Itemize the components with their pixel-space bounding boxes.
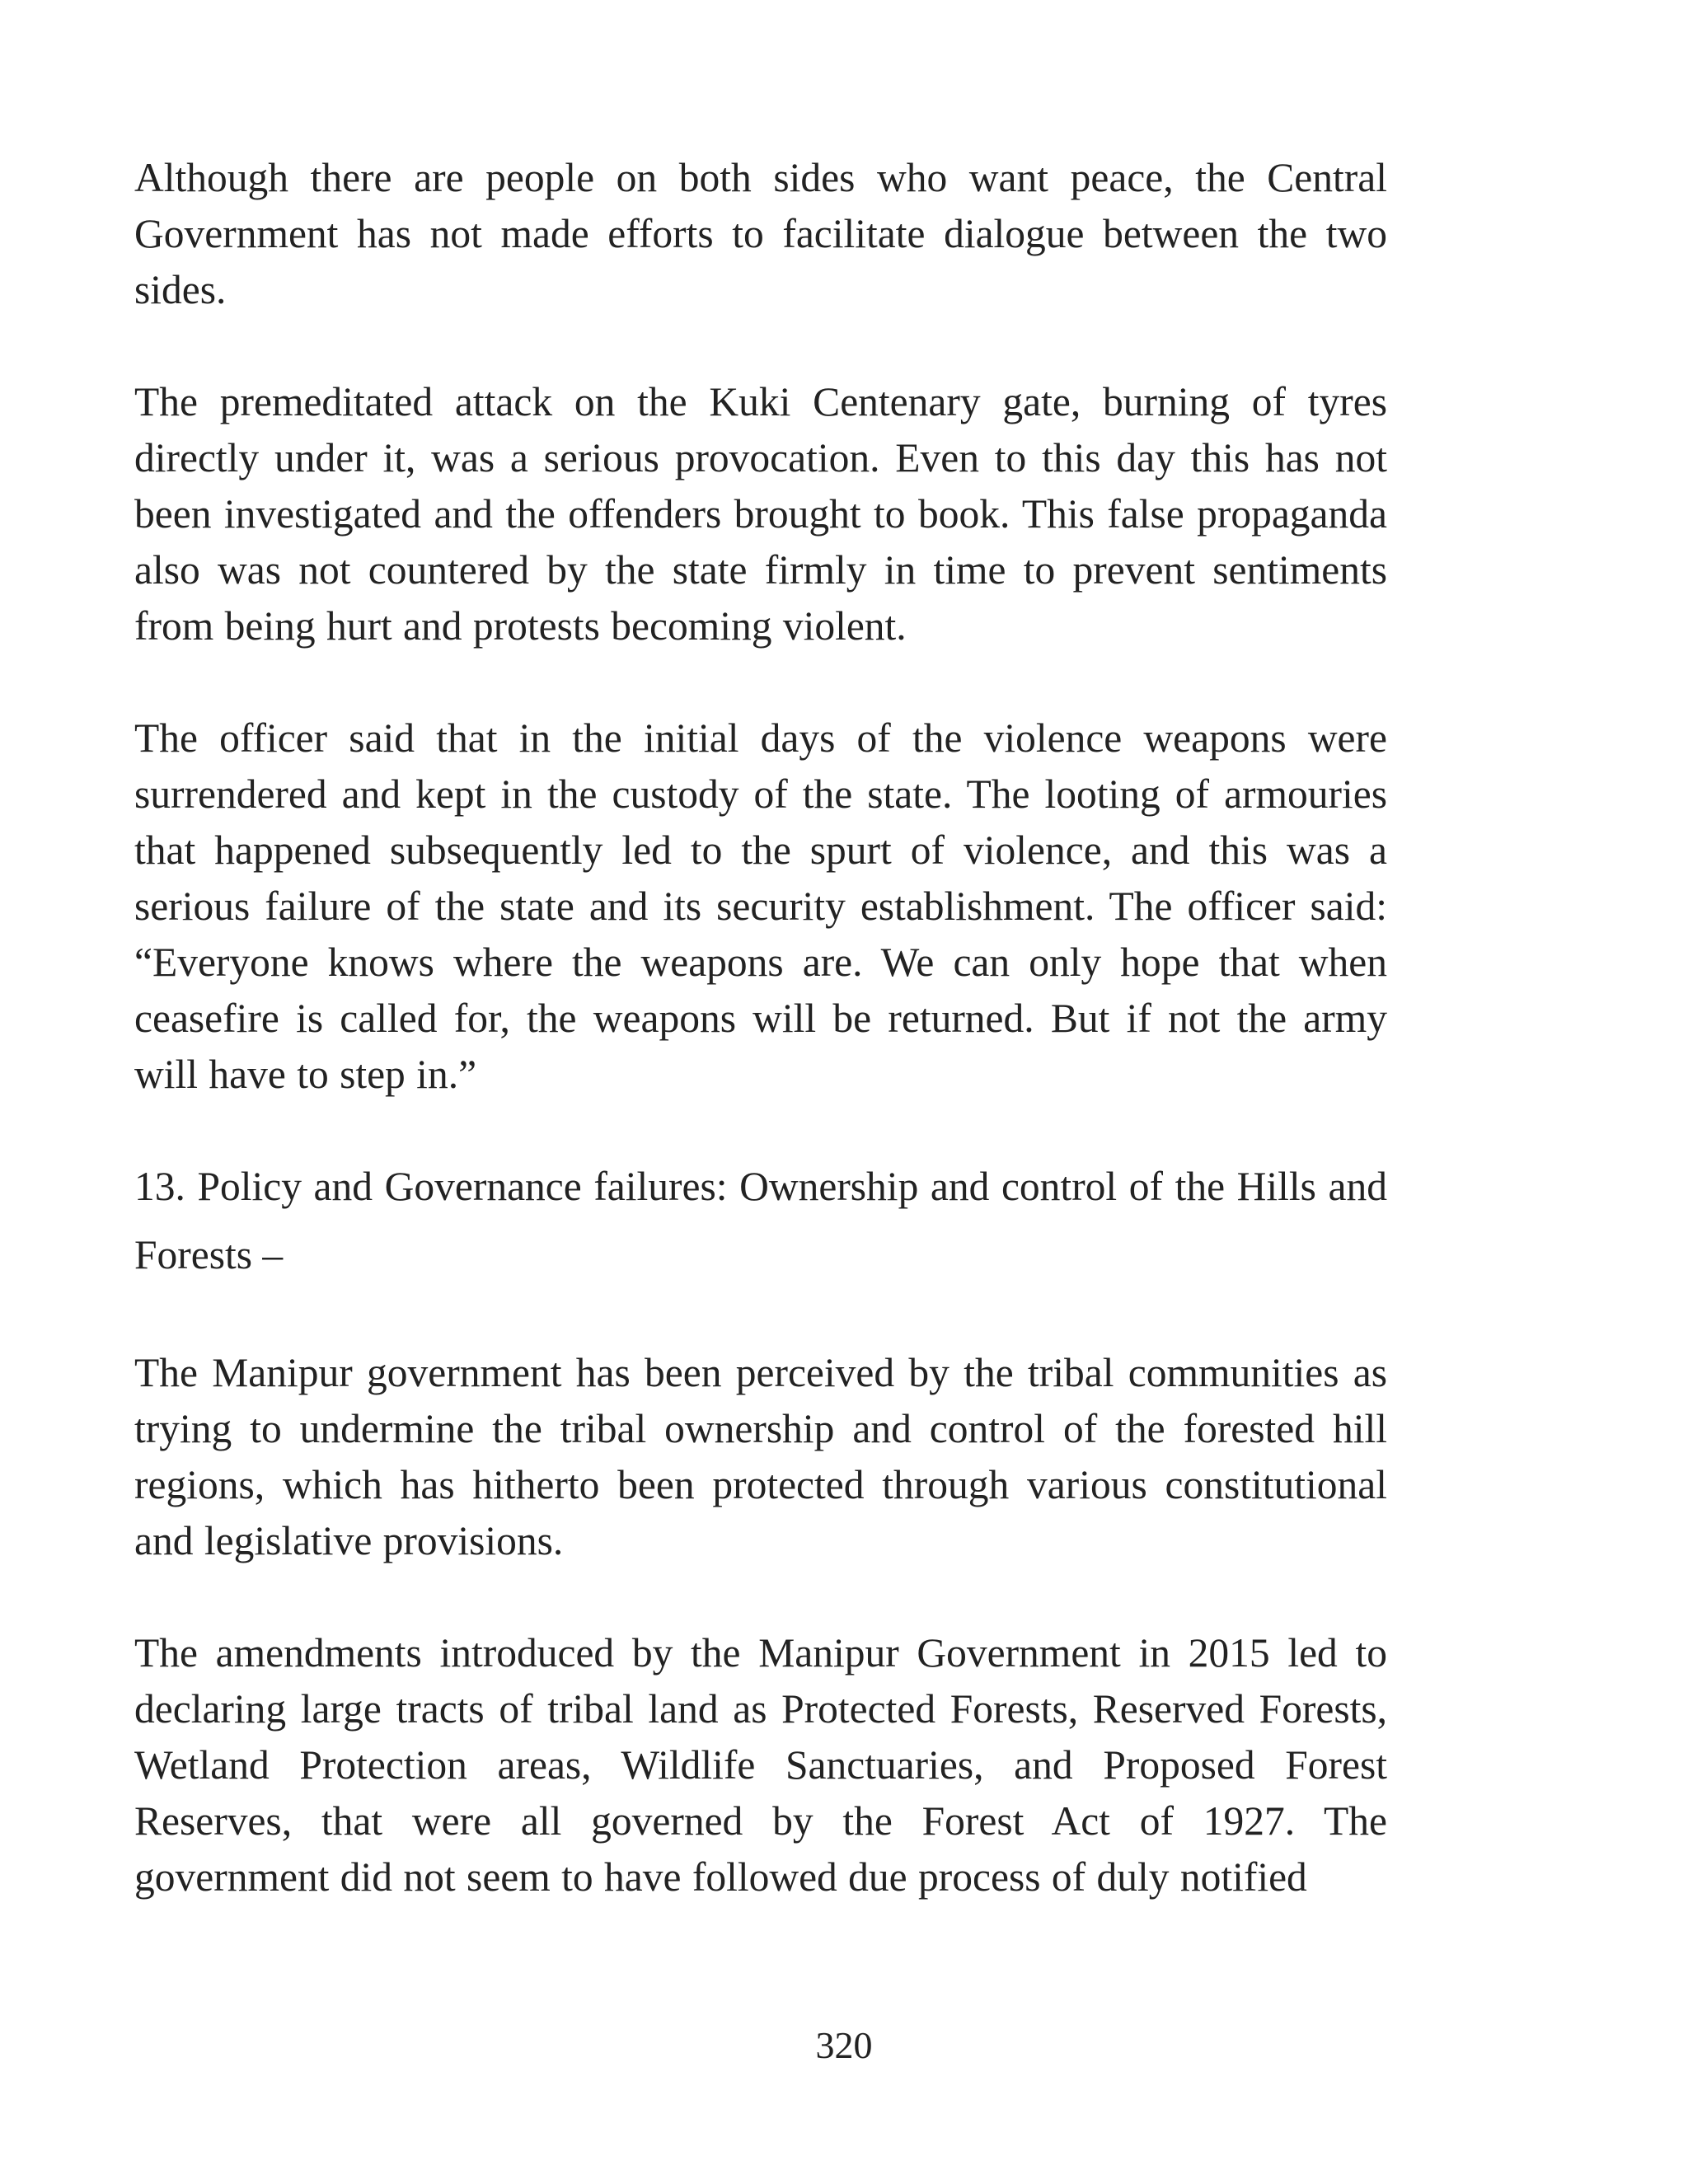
paragraph-tribal-ownership: The Manipur government has been perceived by the tribal communities as trying to undermine the tribal ownership and control of the forested hill regions, which has hitherto been protected through various constitutional and legislative provisions. [134,1350,1387,1563]
paragraph-officer-weapons: The officer said that in the initial days of the violence weapons were surrendered and kept in the custody of the state. The looting of armouries that happened subsequently led to the spurt of violence, and this was a serious failure of the state and its security establishment. The officer said: “Everyone knows where the weapons are. We can only hope that when ceasefire is called for, the weapons will be returned. But if not the army will have to step in.” [134,715,1387,1097]
page-body [134,150,1387,1905]
paragraph-dialogue: Although there are people on both sides who want peace, the Central Government has not made efforts to facilitate dialogue between the two sides. [134,155,1387,312]
paragraph-amendments-2015: The amendments introduced by the Manipur Government in 2015 led to declaring large tracts of tribal land as Protected Forests, Reserved Forests, Wetland Protection areas, Wildlife Sanctuaries, and Proposed Forest Reserves, that were all governed by the Forest Act of 1927. The government did not seem to have followed due process of duly notified [134,1630,1387,1900]
section-heading: 13. Policy and Governance failures: Ownership and control of the Hills and Forests – [134,1164,1387,1277]
paragraph-centenary-gate: The premeditated attack on the Kuki Centenary gate, burning of tyres directly under it, was a serious provocation. Even to this day this has not been investigated and the offenders brought to book. This false propaganda also was not countered by the state firmly in time to prevent sentiments from being hurt and protests becoming violent. [134,379,1387,649]
page-number: 320 [815,2024,873,2066]
